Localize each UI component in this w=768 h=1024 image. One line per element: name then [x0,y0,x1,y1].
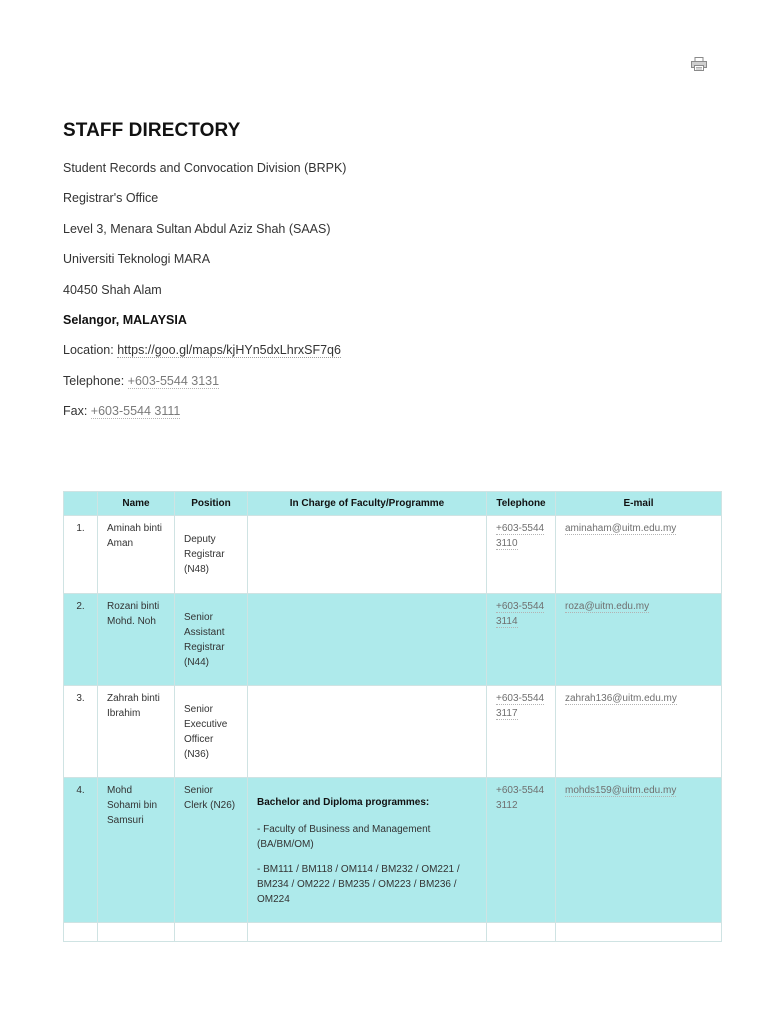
staff-email-link[interactable]: zahrah136@uitm.edu.my [565,693,677,704]
staff-phone-link[interactable]: +603-5544 3114 [496,601,545,627]
fax-link[interactable]: +603-5544 3111 [90,404,181,419]
blank-cell [556,923,722,942]
staff-phone [487,594,556,686]
row-number: 2. [64,594,98,686]
staff-position: Senior Assistant Registrar (N44) [175,594,248,686]
university-text: Universiti Teknologi MARA [63,252,211,267]
staff-email-link[interactable]: mohds159@uitm.edu.my [565,785,677,796]
location-line [63,342,723,358]
blank-cell [248,923,487,942]
page-title: STAFF DIRECTORY [63,120,241,141]
table-row-partial [64,923,722,942]
staff-name: Rozani binti Mohd. Noh [98,594,175,686]
staff-phone [487,778,556,923]
staff-phone-link[interactable]: +603-5544 3117 [496,693,545,719]
staff-in-charge [248,686,487,778]
staff-in-charge [248,516,487,594]
header-position: Position [175,492,248,516]
telephone-line [63,373,723,389]
header-in-charge: In Charge of Faculty/Programme [248,492,487,516]
staff-email-link[interactable]: roza@uitm.edu.my [565,601,650,612]
table-row [64,594,722,686]
staff-name: Zahrah binti Ibrahim [98,686,175,778]
blank-cell [175,923,248,942]
charge-heading: Bachelor and Diploma programmes: [257,797,430,808]
staff-phone [487,686,556,778]
location-label: Location: [63,343,118,358]
state-text: Selangor, MALAYSIA [63,312,187,327]
blank-cell [487,923,556,942]
contact-block [63,118,723,434]
blank-cell [98,923,175,942]
print-button[interactable] [691,57,707,71]
staff-name: Mohd Sohami bin Samsuri [98,778,175,923]
location-link[interactable]: https://goo.gl/maps/kjHYn5dxLhrxSF7q6 [117,343,341,358]
table-row [64,686,722,778]
staff-position: Deputy Registrar (N48) [175,516,248,594]
row-number: 1. [64,516,98,594]
charge-faculty: - Faculty of Business and Management (BA/BM/OM) [257,824,431,850]
fax-line [63,403,723,419]
address-text: Level 3, Menara Sultan Abdul Aziz Shah (SAAS) [63,221,331,236]
division-text: Student Records and Convocation Division (BRPK) [63,161,347,175]
table-header-row [64,492,722,516]
table-row [64,516,722,594]
telephone-link[interactable]: +603-5544 3131 [127,373,220,388]
telephone-label: Telephone: [63,373,128,388]
staff-phone-link[interactable]: +603-5544 3110 [496,523,545,549]
staff-phone [487,516,556,594]
staff-position: Senior Clerk (N26) [175,778,248,923]
header-no [64,492,98,516]
staff-phone-link[interactable]: +603-5544 3112 [496,785,545,811]
table-row [64,778,722,923]
row-number: 3. [64,686,98,778]
blank-cell [64,923,98,942]
staff-position: Senior Executive Officer (N36) [175,686,248,778]
staff-in-charge [248,778,487,923]
staff-email [556,594,722,686]
row-number: 4. [64,778,98,923]
staff-in-charge [248,594,487,686]
staff-email [556,686,722,778]
staff-table [63,491,722,942]
header-name: Name [98,492,175,516]
staff-name: Aminah binti Aman [98,516,175,594]
staff-email [556,778,722,923]
staff-email-link[interactable]: aminaham@uitm.edu.my [565,523,677,534]
staff-email [556,516,722,594]
charge-programmes: - BM111 / BM118 / OM114 / BM232 / OM221 / BM234 / OM222 / BM235 / OM223 / BM236 / OM224 [257,864,460,905]
office-text: Registrar's Office [63,191,159,206]
city-text: 40450 Shah Alam [63,282,162,297]
fax-label: Fax: [63,404,91,419]
header-telephone: Telephone [487,492,556,516]
header-email: E-mail [556,492,722,516]
printer-icon [691,57,707,71]
